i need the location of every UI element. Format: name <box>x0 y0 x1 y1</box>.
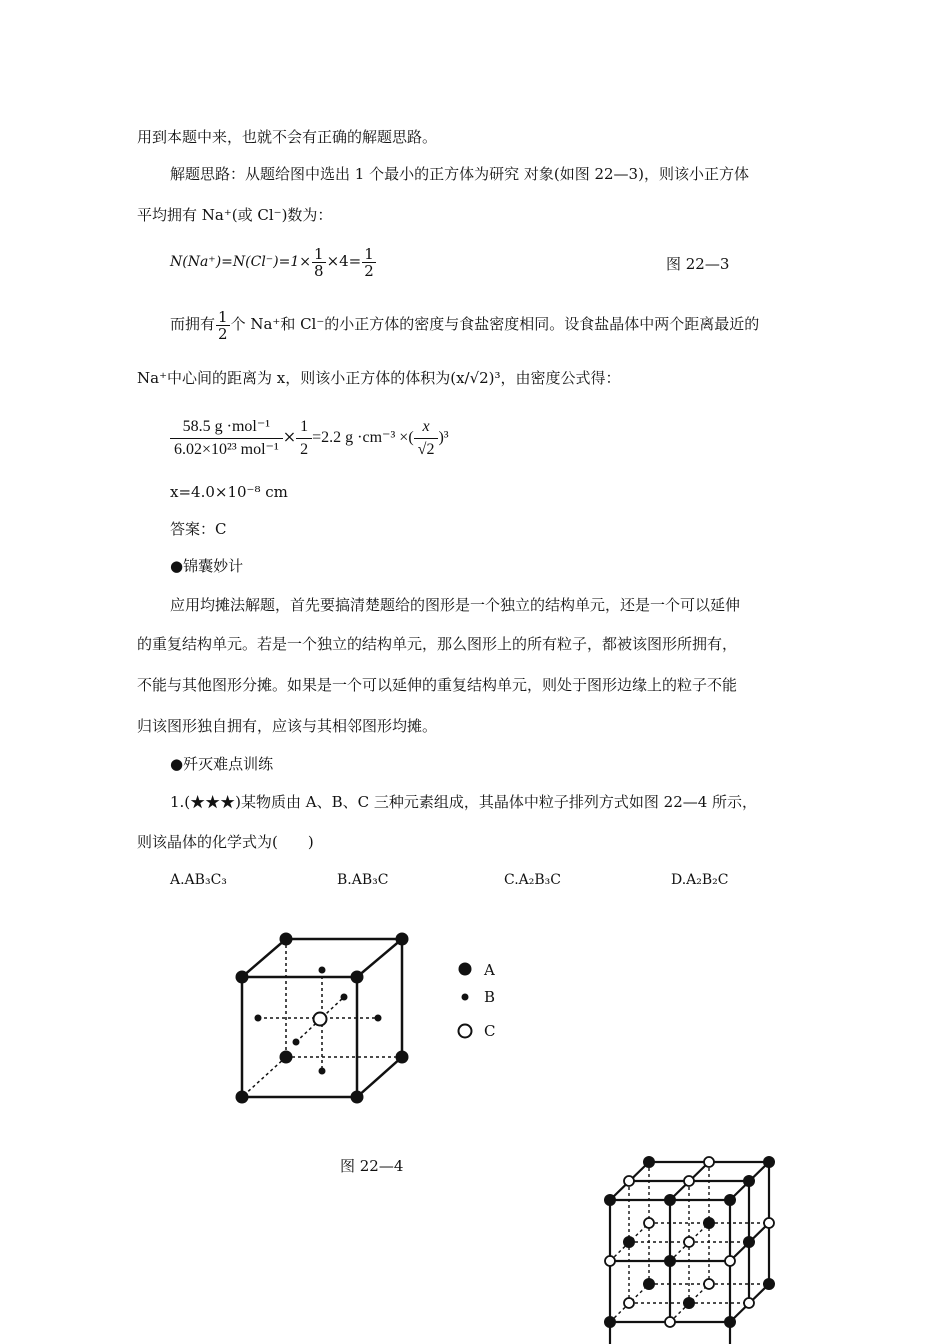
option-c: C.A₂B₃C <box>504 872 561 888</box>
section-heading: ●锦囊妙计 <box>170 557 244 575</box>
fraction-num: 1 <box>364 244 374 263</box>
option-a: A.AB₃C₃ <box>170 872 227 888</box>
option-d: D.A₂B₂C <box>671 872 729 888</box>
figure-caption-22-4: 图 22—4 <box>340 1157 404 1175</box>
fraction-den: √2 <box>417 440 435 458</box>
legend-label-c: C <box>484 1022 496 1040</box>
paragraph-line: Na⁺中心间的距离为 x，则该小正方体的体积为(x/√2)³，由密度公式得： <box>137 369 621 387</box>
fraction <box>170 416 283 461</box>
paragraph-line: 应用均摊法解题，首先要搞清楚题给的图形是一个独立的结构单元，还是一个可以延伸 <box>170 596 741 614</box>
crystal-figure-22-4 <box>225 925 425 1115</box>
legend-a-marker <box>459 963 472 976</box>
paragraph-line: 不能与其他图形分摊。如果是一个可以延伸的重复结构单元，则处于图形边缘上的粒子不能 <box>137 676 738 694</box>
fraction-den: 2 <box>364 261 374 280</box>
fraction-den: 8 <box>314 261 324 280</box>
text-span: 个 Na⁺和 Cl⁻的小正方体的密度与食盐密度相同。设食盐晶体中两个距离最近的 <box>230 315 760 333</box>
option-b: B.AB₃C <box>337 872 389 888</box>
paragraph-line: 平均拥有 Na⁺(或 Cl⁻)数为： <box>137 206 333 224</box>
formula-mid: ×4= <box>326 252 362 270</box>
legend-c-marker <box>459 1025 472 1038</box>
fraction-den: 2 <box>218 324 228 343</box>
fraction <box>362 246 376 279</box>
question-text: 则该晶体的化学式为( ) <box>137 833 314 851</box>
fraction-num: 1 <box>218 307 228 326</box>
legend-markers <box>455 960 475 1040</box>
formula-na-count <box>170 244 377 279</box>
text-span: 而拥有 <box>170 315 216 333</box>
formula-rhs: =2.2 g ·cm⁻³ ×( <box>312 429 414 446</box>
fraction-den: 6.02×10²³ mol⁻¹ <box>174 440 279 458</box>
formula-close: )³ <box>438 429 449 446</box>
legend-label-a: A <box>484 961 495 979</box>
nacl-lattice-figure <box>595 1150 785 1344</box>
paragraph-line: 用到本题中来，也就不会有正确的解题思路。 <box>137 128 438 146</box>
legend-label-b: B <box>484 988 496 1006</box>
fraction-num: 1 <box>314 244 324 263</box>
fraction-num: 58.5 g ·mol⁻¹ <box>170 416 283 439</box>
formula-op: × <box>282 427 297 446</box>
answer: 答案：C <box>170 520 227 538</box>
fraction <box>296 416 312 461</box>
paragraph-line: 的重复结构单元。若是一个独立的结构单元，那么图形上的所有粒子，都被该图形所拥有， <box>137 635 738 653</box>
section-heading: ●歼灭难点训练 <box>170 755 274 773</box>
figure-caption-22-3: 图 22—3 <box>666 255 730 273</box>
fraction-den: 2 <box>300 440 309 458</box>
paragraph-line: 归该图形独自拥有，应该与其相邻图形均摊。 <box>137 717 438 735</box>
question-text: 1.(★★★)某物质由 A、B、C 三种元素组成，其晶体中粒子排列方式如图 22—4 所示， <box>170 793 758 811</box>
fraction <box>312 246 326 279</box>
fraction <box>216 309 230 342</box>
paragraph-line <box>170 304 759 344</box>
formula-lhs: N(Na⁺)=N(Cl⁻)=1× <box>170 254 312 270</box>
fraction-num: x <box>414 416 439 439</box>
density-formula <box>170 412 449 463</box>
answer-x: x=4.0×10⁻⁸ cm <box>170 483 288 501</box>
fraction <box>414 416 439 461</box>
solution-intro: 解题思路：从题给图中选出 1 个最小的正方体为研究 对象(如图 22—3)，则该小正方体 <box>170 165 749 183</box>
fraction-num: 1 <box>296 416 312 439</box>
legend-b-marker <box>462 994 469 1001</box>
